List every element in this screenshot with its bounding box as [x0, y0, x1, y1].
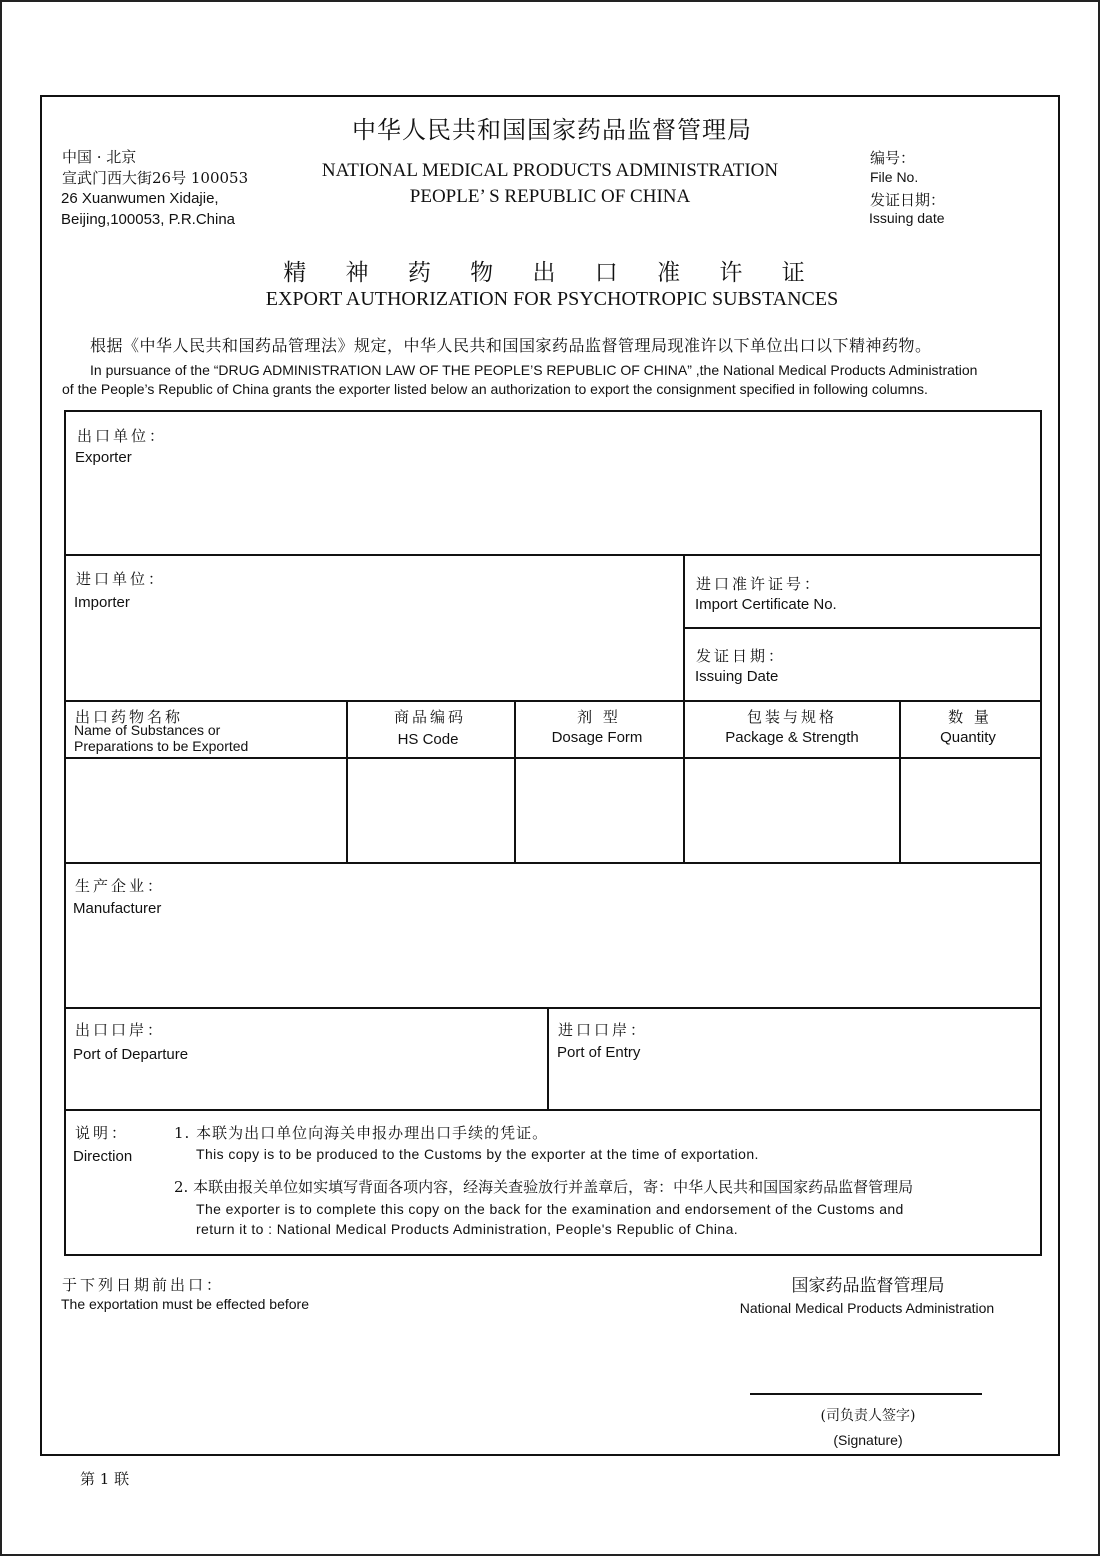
- rule-col-3: [683, 700, 685, 863]
- col-substance-label-en-2: Preparations to be Exported: [74, 738, 249, 754]
- direction-label-zh: 说明：: [75, 1124, 130, 1142]
- document-title-en: EXPORT AUTHORIZATION FOR PSYCHOTROPIC SUBSTANCES: [265, 288, 839, 310]
- import-cert-label-zh: 进口准许证号：: [696, 575, 823, 593]
- export-before-label-en: The exportation must be effected before: [61, 1296, 310, 1312]
- col-hs-code-label-zh: 商品编码: [393, 708, 467, 726]
- address-line-3: 26 Xuanwumen Xidajie,: [61, 190, 219, 207]
- rule-import-cert-bottom: [684, 627, 1042, 629]
- manufacturer-label-en: Manufacturer: [73, 900, 162, 917]
- direction-item-1-zh: 1. 本联为出口单位向海关申报办理出口手续的凭证。: [174, 1124, 549, 1142]
- preamble-zh: 根据《中华人民共和国药品管理法》规定，中华人民共和国国家药品监督管理局现准许以下单位出口以下精神药物。: [90, 336, 932, 355]
- address-line-4: Beijing,100053, P.R.China: [61, 211, 236, 228]
- export-before-label-zh: 于下列日期前出口：: [62, 1276, 225, 1294]
- rule-columns-header-bottom: [64, 757, 1042, 759]
- direction-item-2-en-1: The exporter is to complete this copy on the back for the examination and endorsement of the Customs and: [196, 1201, 904, 1217]
- rule-importer-bottom: [64, 700, 1042, 702]
- preamble-en-2: of the People’s Republic of China grants the exporter listed below an authorization to export the consignment specified in following columns.: [62, 381, 928, 397]
- cert-issuing-date-label-en: Issuing Date: [695, 668, 779, 685]
- rule-ports-bottom: [64, 1109, 1042, 1111]
- signature-label-en: (Signature): [833, 1432, 903, 1448]
- file-no-label-en: File No.: [870, 169, 919, 185]
- rule-col-2: [514, 700, 516, 863]
- issuing-authority-en: National Medical Products Administration: [739, 1300, 995, 1316]
- col-substance-label-zh: 出口药物名称: [75, 708, 184, 726]
- issuing-authority-zh: 国家药品监督管理局: [791, 1276, 945, 1296]
- rule-col-1: [346, 700, 348, 863]
- preamble-en-1: In pursuance of the “DRUG ADMINISTRATION LAW OF THE PEOPLE’S REPUBLIC OF CHINA” ,the National Medical Products Administration: [90, 362, 978, 378]
- port-entry-label-en: Port of Entry: [557, 1044, 641, 1061]
- copy-number: 第 1 联: [80, 1470, 130, 1488]
- col-quantity-label-zh: 数 量: [948, 708, 992, 726]
- document-title-zh: 精 神 药 物 出 口 准 许 证: [283, 260, 821, 286]
- direction-label-en: Direction: [73, 1148, 133, 1165]
- col-dosage-form-label-en: Dosage Form: [551, 729, 643, 746]
- port-departure-label-zh: 出口口岸：: [75, 1021, 166, 1039]
- direction-item-2-en-2: return it to : National Medical Products Administration, People's Republic of China.: [196, 1221, 739, 1237]
- address-line-1: 中国 · 北京: [62, 148, 137, 166]
- importer-label-zh: 进口单位：: [76, 570, 167, 588]
- issuing-date-label-en: Issuing date: [869, 210, 945, 226]
- rule-exporter-bottom: [64, 554, 1042, 556]
- authority-title-en-1: NATIONAL MEDICAL PRODUCTS ADMINISTRATION: [321, 160, 779, 181]
- rule-manufacturer-bottom: [64, 1007, 1042, 1009]
- address-line-2: 宣武门西大街26号 100053: [62, 169, 249, 187]
- direction-item-2-zh: 2. 本联由报关单位如实填写背面各项内容，经海关查验放行并盖章后，寄：中华人民共和国国家药品监督管理局: [174, 1178, 914, 1196]
- direction-item-1-en: This copy is to be produced to the Customs by the exporter at the time of exportation.: [196, 1146, 759, 1162]
- col-dosage-form-label-zh: 剂 型: [577, 708, 621, 726]
- signature-label-zh: (司负责人签字): [820, 1408, 916, 1424]
- manufacturer-label-zh: 生产企业：: [75, 877, 166, 895]
- port-departure-label-en: Port of Departure: [73, 1046, 189, 1063]
- import-cert-label-en: Import Certificate No.: [695, 596, 837, 613]
- importer-label-en: Importer: [74, 594, 130, 611]
- rule-col-4: [899, 700, 901, 863]
- authority-title-en-2: PEOPLE’ S REPUBLIC OF CHINA: [409, 186, 691, 207]
- col-substance-label-en-1: Name of Substances or: [74, 722, 221, 738]
- rule-importer-split: [683, 554, 685, 702]
- col-quantity-label-en: Quantity: [940, 729, 996, 746]
- port-entry-label-zh: 进口口岸：: [558, 1021, 649, 1039]
- col-hs-code-label-en: HS Code: [397, 731, 459, 748]
- col-package-label-en: Package & Strength: [725, 729, 859, 746]
- rule-substances-bottom: [64, 862, 1042, 864]
- exporter-label-zh: 出口单位：: [77, 427, 168, 445]
- file-no-label-zh: 编号：: [870, 149, 916, 167]
- col-package-label-zh: 包装与规格: [746, 708, 838, 726]
- exporter-label-en: Exporter: [75, 449, 132, 466]
- cert-issuing-date-label-zh: 发证日期：: [696, 647, 787, 665]
- authority-title-zh: 中华人民共和国国家药品监督管理局: [352, 116, 752, 144]
- rule-ports-split: [547, 1007, 549, 1110]
- signature-line: [750, 1393, 982, 1395]
- issuing-date-label-zh: 发证日期：: [870, 191, 946, 209]
